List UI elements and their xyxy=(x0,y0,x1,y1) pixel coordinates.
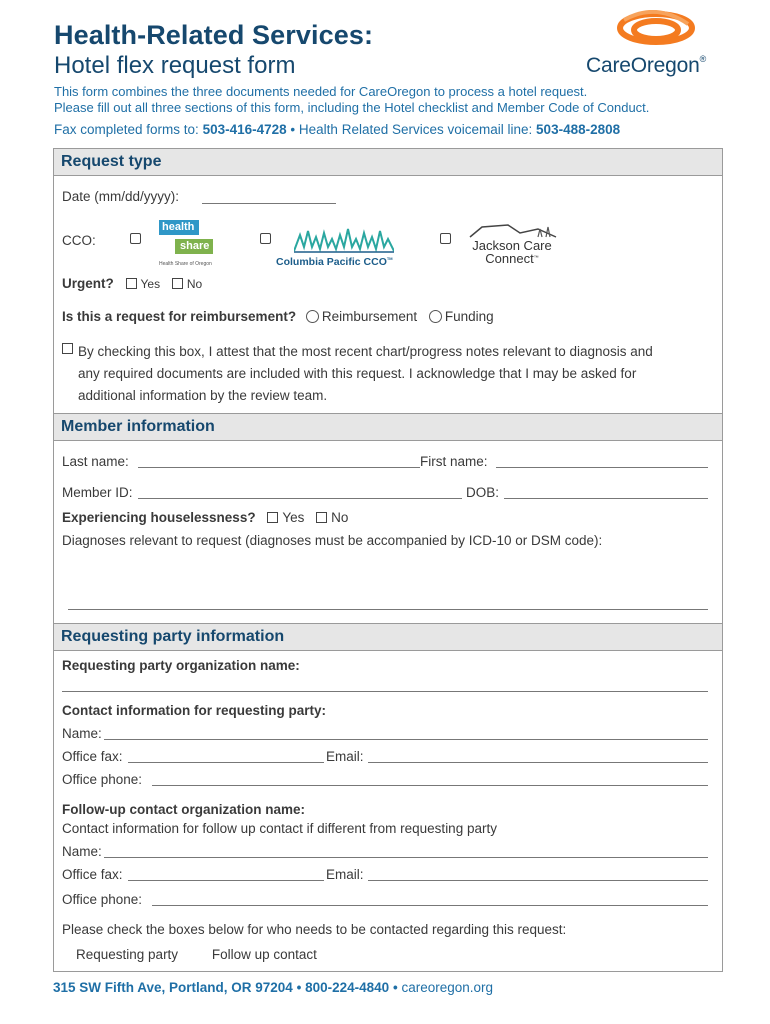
member-id-label: Member ID: xyxy=(62,485,133,500)
diagnoses-input[interactable] xyxy=(68,609,708,610)
date-label: Date (mm/dd/yyyy): xyxy=(62,189,180,204)
funding-radio[interactable] xyxy=(429,310,442,323)
houseless-question: Experiencing houselessness? xyxy=(62,510,256,525)
email-label: Email: xyxy=(326,749,364,764)
jackson-line-1: Jackson Care xyxy=(472,238,552,253)
org-name-label: Requesting party organization name: xyxy=(62,658,300,673)
followup-org-label: Follow-up contact organization name: xyxy=(62,802,305,817)
dob-label: DOB: xyxy=(466,485,500,500)
health-share-logo-bottom: share xyxy=(175,239,213,254)
houseless-no-checkbox[interactable] xyxy=(316,512,327,523)
jackson-line-2: Connect xyxy=(485,251,534,266)
followup-email-input[interactable] xyxy=(368,880,708,881)
columbia-pacific-logo xyxy=(276,225,408,269)
fax-number: 503-416-4728 xyxy=(202,122,287,137)
attest-line-2: any required documents are included with this request. I acknowledge that I may be asked for xyxy=(78,366,637,381)
first-name-label: First name: xyxy=(420,454,488,469)
footer-website[interactable]: careoregon.org xyxy=(401,980,493,995)
fax-info xyxy=(54,122,620,137)
urgent-no-label: No xyxy=(186,277,203,291)
office-phone-label: Office phone: xyxy=(62,772,143,787)
contact-heading: Contact information for requesting party: xyxy=(62,703,327,718)
office-phone-input[interactable] xyxy=(152,785,708,786)
houseless-yes-checkbox[interactable] xyxy=(267,512,278,523)
logo-registered-mark: ® xyxy=(699,54,706,64)
last-name-label: Last name: xyxy=(62,454,129,469)
intro-line-2: Please fill out all three sections of this form, including the Hotel checklist and Member Code of Conduct. xyxy=(54,100,650,115)
urgent-row xyxy=(62,276,202,291)
contact-options-row xyxy=(76,947,317,962)
office-fax-input[interactable] xyxy=(128,762,324,763)
voicemail-number: 503-488-2808 xyxy=(536,122,621,137)
reimbursement-question: Is this a request for reimbursement? xyxy=(62,309,297,324)
urgent-yes-label: Yes xyxy=(140,277,161,291)
columbia-pacific-name: Columbia Pacific CCO xyxy=(276,256,387,268)
office-fax-label: Office fax: xyxy=(62,749,123,764)
check-instruction: Please check the boxes below for who needs to be contacted regarding this request: xyxy=(62,922,567,937)
columbia-pacific-trees-icon xyxy=(294,225,394,253)
logo-wordmark: CareOregon xyxy=(586,54,700,77)
careoregon-logo xyxy=(586,10,726,82)
urgent-no-checkbox[interactable] xyxy=(172,278,183,289)
cco-label: CCO: xyxy=(62,233,96,248)
jackson-care-connect-logo xyxy=(464,223,559,269)
careoregon-logo-icon xyxy=(616,10,696,50)
name-label: Name: xyxy=(62,726,102,741)
health-share-logo-top: health xyxy=(159,220,199,235)
reimbursement-label: Reimbursement xyxy=(321,309,418,324)
funding-label: Funding xyxy=(444,309,494,324)
footer-separator-1: • xyxy=(296,980,302,995)
intro-text xyxy=(54,84,649,116)
columbia-pacific-tm: TM xyxy=(386,256,393,261)
date-input[interactable] xyxy=(202,203,336,204)
form-subtitle: Hotel flex request form xyxy=(54,52,296,79)
org-name-input[interactable] xyxy=(62,691,708,692)
attest-checkbox[interactable] xyxy=(62,343,73,354)
intro-line-1: This form combines the three documents needed for CareOregon to process a hotel request. xyxy=(54,84,588,99)
health-share-logo xyxy=(159,220,217,270)
fax-separator: • xyxy=(290,122,296,137)
attest-line-1: By checking this box, I attest that the most recent chart/progress notes relevant to diagnosis and xyxy=(78,344,653,359)
form-frame xyxy=(53,148,723,972)
urgent-yes-checkbox[interactable] xyxy=(126,278,137,289)
reimbursement-row xyxy=(62,309,494,324)
houseless-yes-label: Yes xyxy=(282,510,305,525)
diagnoses-label: Diagnoses relevant to request (diagnoses must be accompanied by ICD-10 or DSM code): xyxy=(62,533,603,548)
followup-phone-label: Office phone: xyxy=(62,892,143,907)
last-name-input[interactable] xyxy=(138,467,420,468)
name-input[interactable] xyxy=(104,739,708,740)
footer-address: 315 SW Fifth Ave, Portland, OR 97204 xyxy=(53,980,293,995)
health-share-logo-caption: Health Share of Oregon xyxy=(159,261,212,267)
houseless-row xyxy=(62,510,348,525)
jackson-hills-icon xyxy=(468,223,558,239)
followup-name-label: Name: xyxy=(62,844,102,859)
footer xyxy=(53,980,493,995)
section-requesting-party: Requesting party information xyxy=(54,623,722,651)
cco-jackson-care-connect-checkbox[interactable] xyxy=(440,233,451,244)
attest-line-3: additional information by the review team. xyxy=(78,388,328,403)
cco-columbia-pacific-checkbox[interactable] xyxy=(260,233,271,244)
contact-requesting-party-option[interactable]: Requesting party xyxy=(76,947,179,962)
attest-text xyxy=(78,341,653,407)
footer-separator-2: • xyxy=(392,980,398,995)
member-id-input[interactable] xyxy=(138,498,462,499)
cco-health-share-checkbox[interactable] xyxy=(130,233,141,244)
followup-name-input[interactable] xyxy=(104,857,708,858)
footer-phone: 800-224-4840 xyxy=(305,980,390,995)
voicemail-label: Health Related Services voicemail line: xyxy=(298,122,533,137)
followup-fax-input[interactable] xyxy=(128,880,324,881)
fax-label: Fax completed forms to: xyxy=(54,122,199,137)
reimbursement-radio[interactable] xyxy=(306,310,319,323)
form-title: Health-Related Services: xyxy=(54,20,374,50)
jackson-tm: ™ xyxy=(533,255,539,261)
first-name-input[interactable] xyxy=(496,467,708,468)
contact-follow-up-option[interactable]: Follow up contact xyxy=(211,947,317,962)
section-request-type: Request type xyxy=(54,148,722,176)
dob-input[interactable] xyxy=(504,498,708,499)
followup-fax-label: Office fax: xyxy=(62,867,123,882)
followup-email-label: Email: xyxy=(326,867,364,882)
urgent-label: Urgent? xyxy=(62,276,114,291)
section-member-information: Member information xyxy=(54,413,722,441)
followup-phone-input[interactable] xyxy=(152,905,708,906)
email-input[interactable] xyxy=(368,762,708,763)
houseless-no-label: No xyxy=(331,510,349,525)
followup-info-label: Contact information for follow up contact if different from requesting party xyxy=(62,821,497,836)
